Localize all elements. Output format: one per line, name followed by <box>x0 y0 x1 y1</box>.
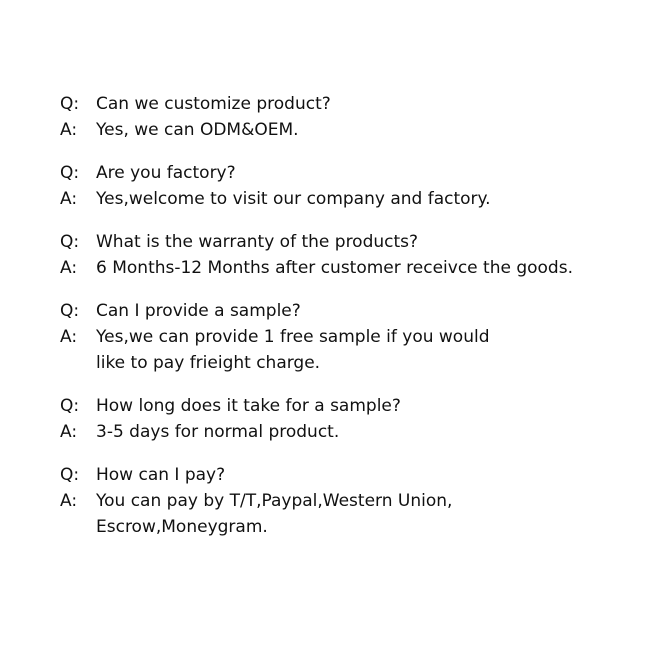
answer-text: Yes,we can provide 1 free sample if you would <box>96 327 490 347</box>
question-prefix: Q: <box>60 94 80 114</box>
question-line <box>60 91 640 117</box>
question-prefix: Q: <box>60 232 80 252</box>
answer-line <box>60 117 640 143</box>
answer-line <box>60 419 640 445</box>
answer-line <box>60 186 640 212</box>
answer-text: Yes, we can ODM&OEM. <box>96 120 299 140</box>
question-prefix: Q: <box>60 396 80 416</box>
answer-text: 3-5 days for normal product. <box>96 422 340 442</box>
answer-line <box>60 255 640 281</box>
faq-item-factory <box>60 160 640 212</box>
question-text: How can I pay? <box>96 465 226 485</box>
faq-item-payment <box>60 462 640 540</box>
question-line <box>60 462 640 488</box>
answer-prefix: A: <box>60 422 78 442</box>
question-text: Are you factory? <box>96 163 236 183</box>
faq-item-sample-time <box>60 393 640 445</box>
answer-continuation: like to pay frieight charge. <box>96 353 321 373</box>
faq-item-customize <box>60 91 640 143</box>
question-text: How long does it take for a sample? <box>96 396 401 416</box>
faq-item-warranty <box>60 229 640 281</box>
answer-line <box>60 324 640 350</box>
question-text: Can I provide a sample? <box>96 301 301 321</box>
answer-prefix: A: <box>60 120 78 140</box>
question-text: What is the warranty of the products? <box>96 232 419 252</box>
question-text: Can we customize product? <box>96 94 331 114</box>
answer-text: Yes,welcome to visit our company and factory. <box>96 189 491 209</box>
question-line <box>60 229 640 255</box>
question-prefix: Q: <box>60 301 80 321</box>
answer-prefix: A: <box>60 491 78 511</box>
question-line <box>60 160 640 186</box>
question-prefix: Q: <box>60 163 80 183</box>
question-prefix: Q: <box>60 465 80 485</box>
answer-line <box>60 488 640 514</box>
answer-prefix: A: <box>60 258 78 278</box>
answer-prefix: A: <box>60 327 78 347</box>
question-line <box>60 298 640 324</box>
answer-text: 6 Months-12 Months after customer receivce the goods. <box>96 258 573 278</box>
answer-text: You can pay by T/T,Paypal,Western Union, <box>96 491 453 511</box>
faq-item-sample <box>60 298 640 376</box>
question-line <box>60 393 640 419</box>
answer-prefix: A: <box>60 189 78 209</box>
answer-continuation: Escrow,Moneygram. <box>96 517 268 537</box>
faq-list <box>60 91 640 557</box>
